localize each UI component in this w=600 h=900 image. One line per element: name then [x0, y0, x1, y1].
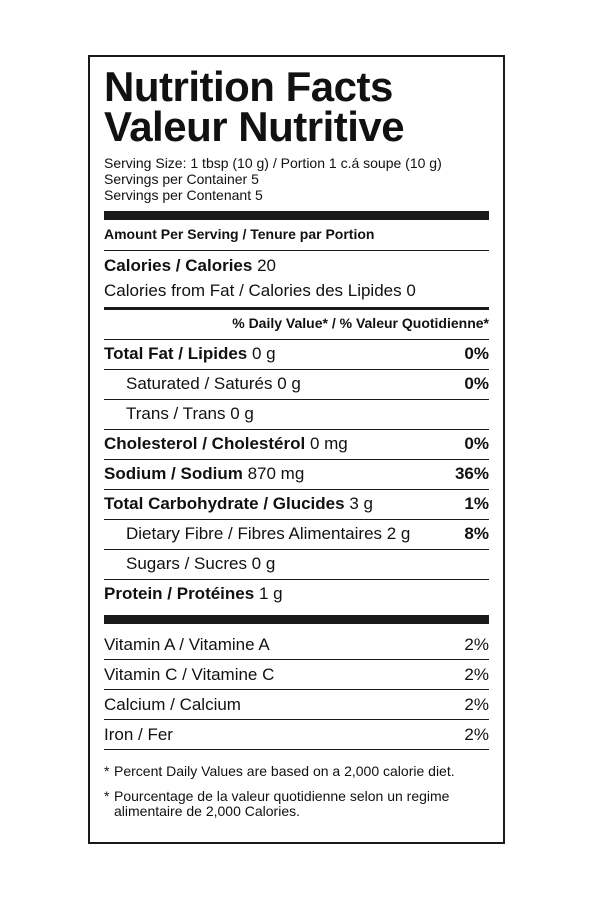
vitamin-label: Iron / Fer [104, 725, 173, 744]
title-english: Nutrition Facts [104, 63, 393, 110]
nutrient-name [126, 554, 275, 574]
vitamin-daily-value: 2% [464, 665, 489, 684]
vitamin-daily-value: 2% [464, 725, 489, 744]
nutrient-daily-value: 0% [464, 434, 489, 453]
nutrient-row [104, 460, 489, 489]
nutrient-amount: 0 g [251, 344, 276, 363]
nutrient-label: Saturated / Saturés 0 g [126, 374, 301, 393]
calories-label: Calories / Calories [104, 256, 253, 275]
nutrient-row [104, 400, 489, 429]
footnote-english [104, 764, 489, 779]
title-french: Valeur Nutritive [104, 103, 405, 150]
thick-divider [104, 615, 489, 624]
calories-from-fat: Calories from Fat / Calories des Lipides 0 [104, 281, 416, 300]
nutrient-label: Sugars / Sucres 0 g [126, 554, 276, 573]
servings-per-container: Servings per Container 5 [104, 171, 259, 187]
nutrient-list [104, 339, 489, 609]
vitamin-row [104, 630, 489, 659]
serving-size: Serving Size: 1 tbsp (10 g) / Portion 1 c.á soupe (10 g) [104, 155, 442, 171]
vitamin-row [104, 720, 489, 749]
servings-per-contenant: Servings per Contenant 5 [104, 187, 263, 203]
footnote-french [104, 789, 489, 819]
nutrient-row [104, 340, 489, 369]
nutrient-label: Cholesterol / Cholestérol [104, 434, 306, 453]
vitamin-label: Calcium / Calcium [104, 695, 241, 714]
nutrient-name [104, 434, 348, 454]
thick-divider [104, 211, 489, 220]
nutrient-row [104, 490, 489, 519]
nutrient-row [104, 370, 489, 399]
calories-value: 20 [257, 256, 276, 275]
nutrient-daily-value: 8% [464, 524, 489, 543]
nutrient-amount: 3 g [349, 494, 373, 513]
nutrient-daily-value: 0% [464, 344, 489, 363]
nutrient-amount: 870 mg [247, 464, 305, 483]
nutrient-name [126, 524, 410, 544]
asterisk: * [104, 788, 110, 804]
asterisk: * [104, 763, 110, 779]
vitamin-daily-value: 2% [464, 635, 489, 654]
vitamin-daily-value: 2% [464, 695, 489, 714]
nutrient-label: Trans / Trans 0 g [126, 404, 254, 423]
nutrient-amount: 1 g [258, 584, 283, 603]
nutrient-name [104, 344, 276, 364]
vitamin-row [104, 660, 489, 689]
amount-per-serving-header: Amount Per Serving / Tenure par Portion [104, 226, 375, 242]
vitamin-label: Vitamin A / Vitamine A [104, 635, 270, 654]
nutrient-name [104, 464, 304, 484]
nutrient-label: Protein / Protéines [104, 584, 255, 603]
nutrient-name [126, 374, 301, 394]
nutrient-label: Sodium / Sodium [104, 464, 243, 483]
nutrient-daily-value: 1% [464, 494, 489, 513]
vitamin-label: Vitamin C / Vitamine C [104, 665, 275, 684]
nutrient-row [104, 550, 489, 579]
nutrient-name [104, 494, 373, 514]
daily-value-header: % Daily Value* / % Valeur Quotidienne* [232, 315, 489, 331]
nutrient-name [104, 584, 283, 604]
nutrient-amount: 0 mg [309, 434, 348, 453]
footnote-french-text: Pourcentage de la valeur quotidienne selon un regime alimentaire de 2,000 Calories. [114, 788, 450, 819]
nutrition-label [88, 55, 505, 844]
nutrient-row [104, 430, 489, 459]
nutrient-daily-value: 36% [454, 464, 489, 483]
nutrient-daily-value: 0% [464, 374, 489, 393]
nutrient-row [104, 520, 489, 549]
calories-row [104, 251, 489, 280]
nutrient-label: Total Carbohydrate / Glucides [104, 494, 345, 513]
nutrient-name [126, 404, 254, 424]
nutrient-label: Dietary Fibre / Fibres Alimentaires 2 g [126, 524, 411, 543]
footnote-english-text: Percent Daily Values are based on a 2,000 calorie diet. [114, 763, 455, 779]
nutrient-label: Total Fat / Lipides [104, 344, 248, 363]
vitamin-row [104, 690, 489, 719]
divider [104, 749, 489, 750]
nutrient-row [104, 580, 489, 609]
vitamin-list [104, 630, 489, 750]
